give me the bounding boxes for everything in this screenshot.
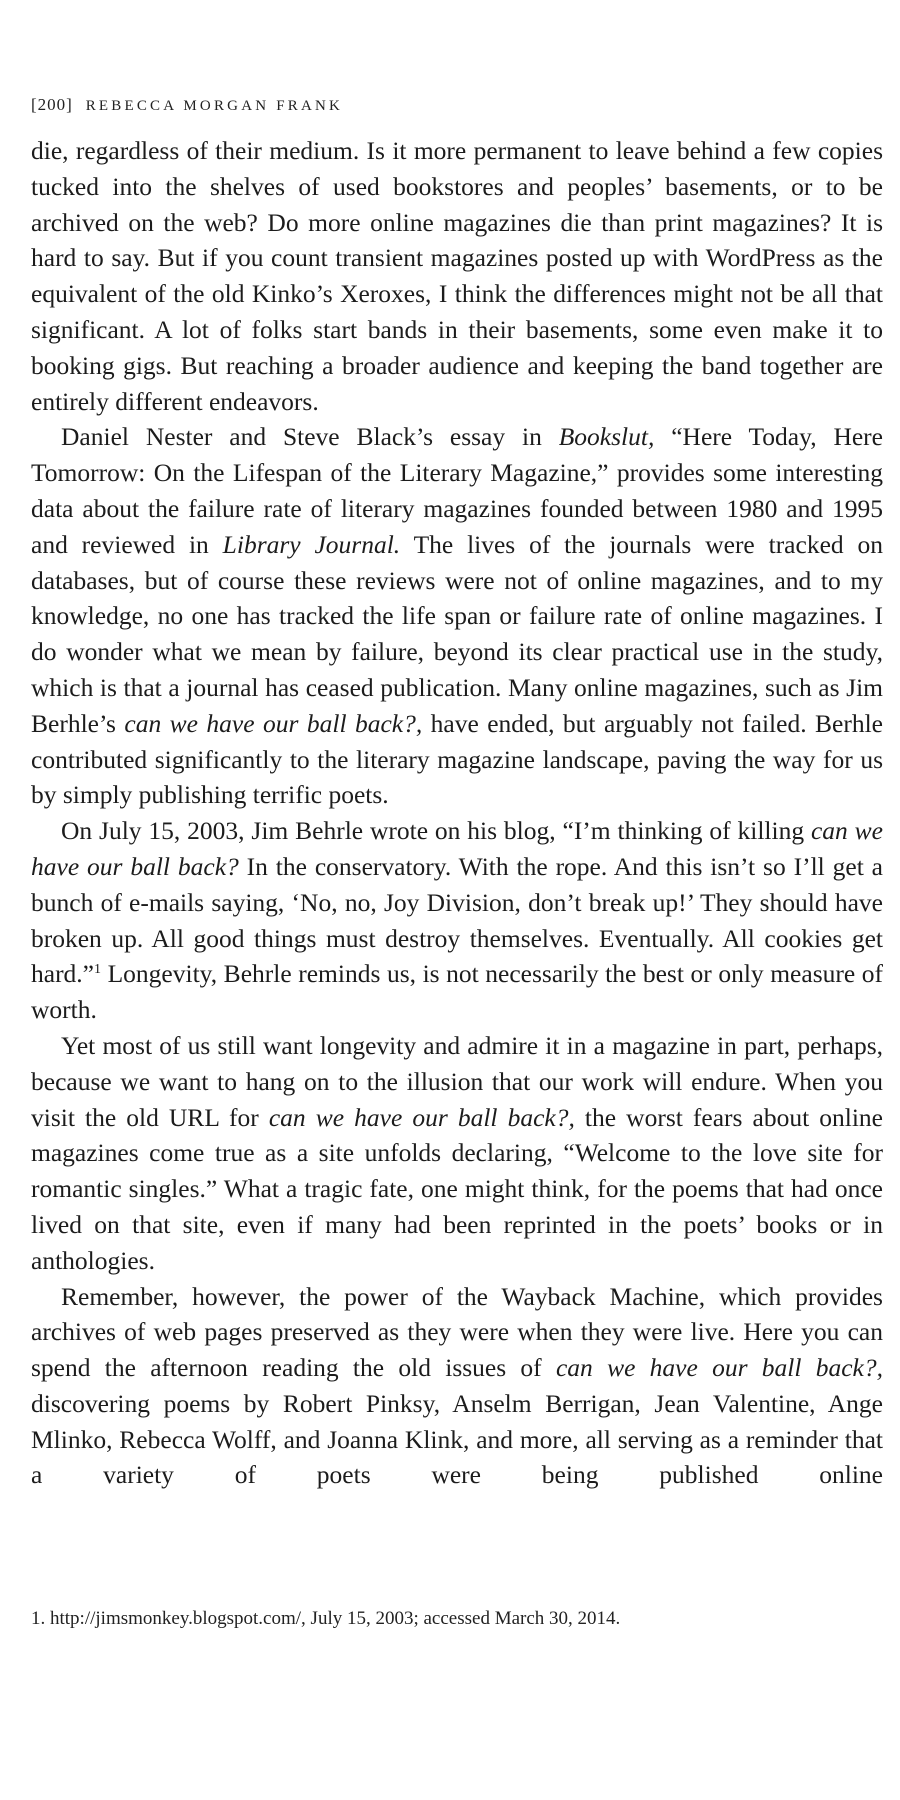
text-run: the worst fears about online magazines come true as a site unfolds declaring, “Welcome to the love site for romantic singles.” What a tragic fate, one might think, for the poems that had once lived on that site, even if many had been reprinted in the poets’ books or in anthologies. <box>31 1102 883 1275</box>
running-header <box>31 95 343 115</box>
italic-title-magazine: can we have our ball back?, <box>555 1353 884 1383</box>
text-run: Yet most of us still want longevity and admire it in a magazine in part, perhaps, because we want to hang on to the illusion that our work will endure. When you visit the old URL for <box>31 1030 883 1132</box>
text-run: Remember, however, the power of the Wayback Machine, which provides archives of web pages preserved as they were when they were live. Here you can spend the afternoon reading the old issues of <box>31 1281 883 1383</box>
italic-title-bookslut: Bookslut, <box>558 422 655 452</box>
paragraph-2 <box>31 419 883 813</box>
text-run: discovering poems by Robert Pinksy, Anselm Berrigan, Jean Valentine, Ange Mlinko, Rebecca Wolff, and Joanna Klink, and more, all serving as a reminder that a variety of poets were being published online <box>31 1388 883 1490</box>
text-run: Longevity, Behrle reminds us, is not necessarily the best or only measure of worth. <box>31 959 883 1025</box>
paragraph-4 <box>31 1028 883 1279</box>
text-run: Daniel Nester and Steve Black’s essay in <box>61 422 559 452</box>
page-number: [200] <box>31 95 73 114</box>
text-run: “Here Today, Here Tomorrow: On the Lifespan of the Literary Magazine,” provides some interesting data about the failure rate of literary magazines founded between 1980 and 1995 and reviewed in <box>31 422 883 559</box>
footnote: 1. http://jimsmonkey.blogspot.com/, July 15, 2003; accessed March 30, 2014. <box>31 1608 621 1629</box>
text-run: In the conservatory. With the rope. And this isn’t so I’ll get a bunch of e-mails saying, ‘No, no, Joy Division, don’t break up!’ They should have broken up. All good things must destroy themselves. Eventually. All cookies get hard.” <box>31 851 883 989</box>
italic-title-magazine: can we have our ball back? <box>31 816 883 881</box>
italic-title-magazine: can we have our ball back?, <box>268 1102 575 1132</box>
running-head-author: REBECCA MORGAN FRANK <box>85 98 344 114</box>
italic-title-magazine: can we have our ball back?, <box>124 708 423 738</box>
text-run: The lives of the journals were tracked on databases, but of course these reviews were not of online magazines, and to my knowledge, no one has tracked the life span or failure rate of online magazines. I do wonder what we mean by failure, beyond its clear practical use in the study, which is that a journal has ceased publication. Many online magazines, such as Jim Berhle’s <box>31 529 883 738</box>
body-text <box>31 133 883 1493</box>
paragraph-1: die, regardless of their medium. Is it more permanent to leave behind a few copies tucked into the shelves of used bookstores and peoples’ basements, or to be archived on the web? Do more online magazines die than print magazines? It is hard to say. But if you count transient magazines posted up with WordPress as the equivalent of the old Kinko’s Xeroxes, I think the differences might not be all that significant. A lot of folks start bands in their basements, some even make it to booking gigs. But reaching a broader audience and keeping the band together are entirely different endeavors. <box>31 136 883 416</box>
text-run: On July 15, 2003, Jim Behrle wrote on his blog, “I’m thinking of killing <box>61 816 811 846</box>
footnote-reference: 1 <box>94 962 102 978</box>
paragraph-3 <box>31 813 883 1028</box>
text-run: have ended, but arguably not failed. Berhle contributed significantly to the literary magazine landscape, paving the way for us by simply publishing terrific poets. <box>31 708 883 810</box>
italic-title-library-journal: Library Journal. <box>222 529 401 559</box>
paragraph-5 <box>31 1279 883 1494</box>
